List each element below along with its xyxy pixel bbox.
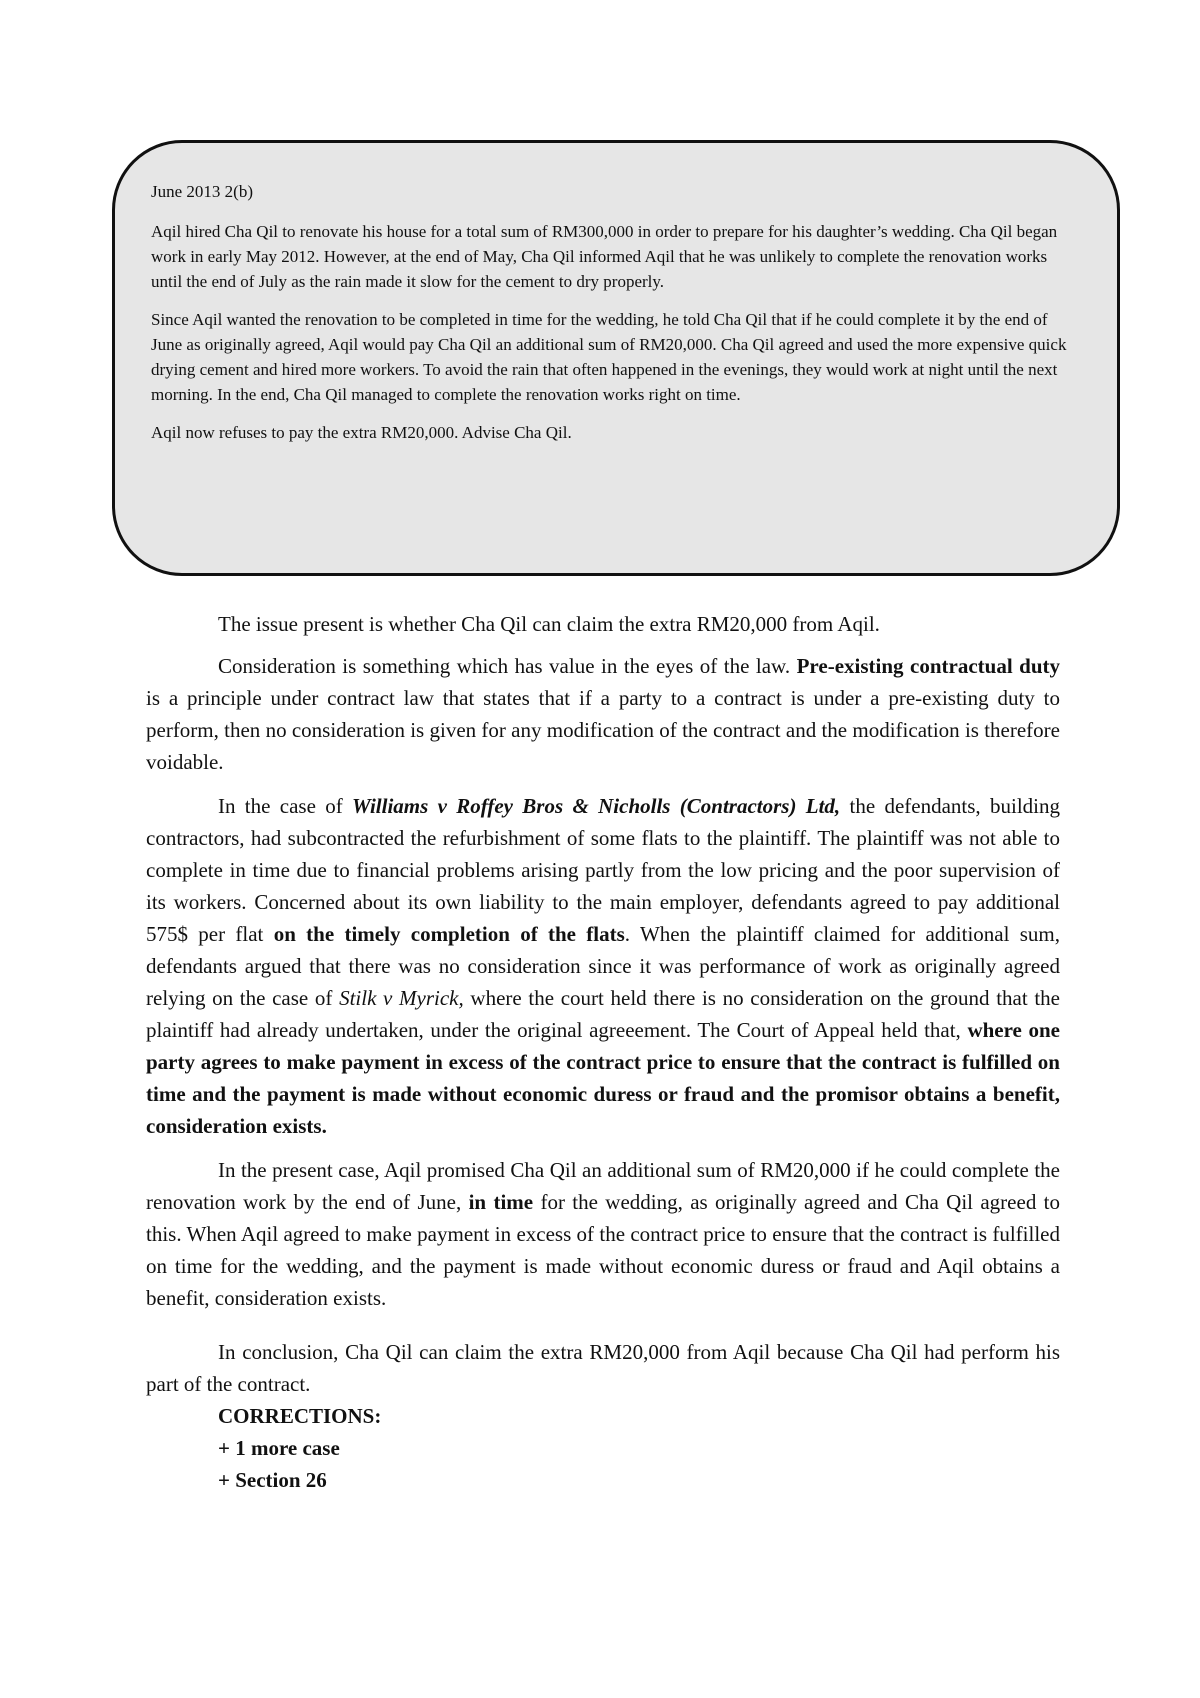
application-paragraph xyxy=(146,1154,1060,1314)
case-name-stilk: Stilk v Myrick, xyxy=(339,986,464,1010)
consideration-bold-term: Pre-existing contractual duty xyxy=(796,654,1060,678)
issue-paragraph: The issue present is whether Cha Qil can claim the extra RM20,000 from Aqil. xyxy=(218,612,880,636)
application-bold-in-time: in time xyxy=(468,1190,534,1214)
case-name-williams: Williams v Roffey Bros & Nicholls (Contractors) Ltd, xyxy=(352,794,841,818)
consideration-text-2: is a principle under contract law that states that if a party to a contract is under a pre-existing duty to perform, then no consideration is given for any modification of the contract and the modification is therefore voidable. xyxy=(146,686,1060,774)
question-label: June 2013 2(b) xyxy=(151,182,253,201)
question-paragraph-3: Aqil now refuses to pay the extra RM20,000. Advise Cha Qil. xyxy=(151,423,572,442)
corrections-block xyxy=(218,1400,1060,1496)
answer-body xyxy=(146,608,1060,1496)
case-bold-holding: where one party agrees to make payment in excess of the contract price to ensure that the contract is fulfilled on time and the payment is made without economic duress or fraud and the promisor obtains a benefit, consideration exists. xyxy=(146,1018,1060,1138)
case-bold-timely: on the timely completion of the flats xyxy=(273,922,625,946)
corrections-item-2: + Section 26 xyxy=(218,1468,327,1492)
case-text-2: the defendants, building contractors, had subcontracted the refurbishment of some flats to the plaintiff. The plaintiff was not able to complete in time due to financial problems arising partly from the low pricing and the poor supervision of its workers. Concerned about its own liability to the main employer, defendants agreed to pay additional 575$ per flat xyxy=(146,794,1061,946)
consideration-text-1: Consideration is something which has value in the eyes of the law. xyxy=(218,654,797,678)
application-text-2: for the wedding, as originally agreed and Cha Qil agreed to this. When Aqil agreed to make payment in excess of the contract price to ensure that the contract is fulfilled on time for the wedding, and the payment is made without economic duress or fraud and Aqil obtains a benefit, consideration exists. xyxy=(146,1190,1060,1310)
case-text-1: In the case of xyxy=(218,794,353,818)
corrections-heading: CORRECTIONS: xyxy=(218,1404,382,1428)
question-box xyxy=(112,140,1120,576)
case-text-3: . When the plaintiff claimed for additional sum, defendants argued that there was no consideration since it was performance of work as originally agreed relying on the case of xyxy=(146,922,1060,1010)
question-paragraph-2: Since Aqil wanted the renovation to be completed in time for the wedding, he told Cha Qil that if he could complete it by the end of June as originally agreed, Aqil would pay Cha Qil an additional sum of RM20,000. Cha Qil agreed and used the more expensive quick drying cement and hired more workers. To avoid the rain that often happened in the evenings, they would work at night until the next morning. In the end, Cha Qil managed to complete the renovation works right on time. xyxy=(151,310,1067,404)
conclusion-paragraph: In conclusion, Cha Qil can claim the extra RM20,000 from Aqil because Cha Qil had perform his part of the contract. xyxy=(146,1340,1060,1396)
corrections-item-1: + 1 more case xyxy=(218,1436,340,1460)
question-paragraph-1: Aqil hired Cha Qil to renovate his house for a total sum of RM300,000 in order to prepare for his daughter’s wedding. Cha Qil began work in early May 2012. However, at the end of May, Cha Qil informed Aqil that he was unlikely to complete the renovation works until the end of July as the rain made it slow for the cement to dry properly. xyxy=(151,222,1058,291)
case-paragraph xyxy=(146,790,1060,1142)
application-text-1: In the present case, Aqil promised Cha Qil an additional sum of RM20,000 if he could complete the renovation work by the end of June, xyxy=(146,1158,1060,1214)
case-text-4: where the court held there is no consideration on the ground that the plaintiff had already undertaken, under the original agreeement. The Court of Appeal held that, xyxy=(146,986,1060,1042)
consideration-paragraph xyxy=(146,650,1060,778)
